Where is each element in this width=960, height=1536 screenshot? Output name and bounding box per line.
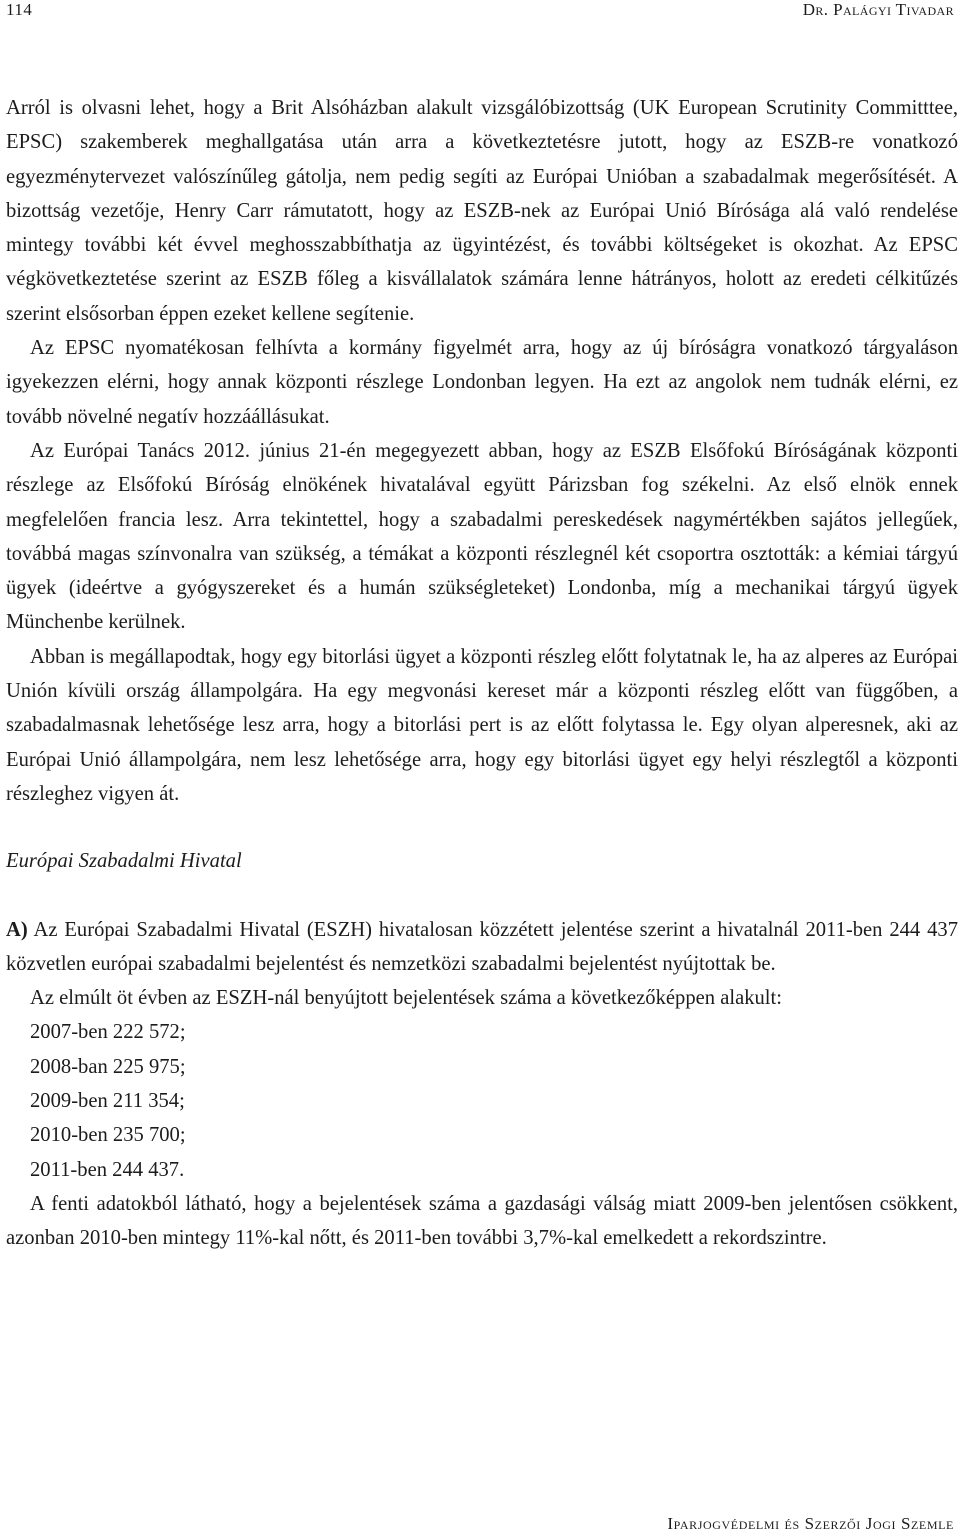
running-footer-journal: Iparjogvédelmi és Szerzői Jogi Szemle [667, 1514, 954, 1533]
article-body [6, 91, 958, 1256]
list-item: 2009-ben 211 354; [30, 1090, 185, 1113]
list-item: 2008-ban 225 975; [30, 1055, 186, 1078]
paragraph-eszh-report-text: Az Európai Szabadalmi Hivatal (ESZH) hivatalosan közzétett jelentése szerint a hivatalnál 2011-ben 244 437 közvetlen európai szabadalmi bejelentést és nemzetközi szabadalmi bejelentést nyújtottak be. [6, 918, 958, 975]
paragraph-european-council: Az Európai Tanács 2012. június 21-én megegyezett abban, hogy az ESZB Elsőfokú Bíróságának központi részlege az Elsőfokú Bíróság elnökének hivatalával együtt Párizsban fog székelni. Az első elnök ennek megfelelően francia lesz. Arra tekintettel, hogy a szabadalmi pereskedések nagymértékben sajátos jellegűek, továbbá magas színvonalra van szükség, a témákat a központi részlegnél két csoportra osztották: a kémiai tárgyú ügyek (ideértve a gyógyszereket és a humán szükségleteket) Londonba, míg a mechanikai tárgyú ügyek Münchenbe kerülnek. [6, 439, 958, 634]
paragraph-five-years-intro: Az elmúlt öt évben az ESZH-nál benyújtott bejelentések száma a következőképpen alakult: [30, 987, 782, 1010]
paragraph-epsc-request: Az EPSC nyomatékosan felhívta a kormány figyelmét arra, hogy az új bíróságra vonatkozó tárgyaláson igyekezzen elérni, hogy annak központi részlege Londonban legyen. Ha ezt az angolok nem tudnák elérni, ez tovább növelné negatív hozzáállásukat. [6, 337, 958, 428]
filings-list [6, 1015, 958, 1186]
list-item: 2011-ben 244 437. [30, 1158, 185, 1181]
running-header-author: Dr. Palágyi Tivadar [802, 0, 954, 19]
section-marker: A) [6, 918, 28, 941]
paragraph-eszh-report [6, 913, 958, 982]
page-number: 114 [6, 0, 33, 19]
list-item: 2010-ben 235 700; [30, 1124, 186, 1147]
paragraph-epsc-findings: Arról is olvasni lehet, hogy a Brit Alsóházban alakult vizsgálóbizottság (UK European Scrutinity Committtee, EPSC) szakemberek meghallgatása után arra a következtetésre jutott, hogy az ESZB-re vonatkozó egyezménytervezet valószínűleg gátolja, nem pedig segíti az Európai Unióban a szabadalmak megerősítését. A bizottság vezetője, Henry Carr rámutatott, hogy az ESZB-nek az Európai Unió Bírósága alá való rendelése mintegy további két évvel meghosszabbíthatja az ügyintézést, és további költségeket is okozhat. Az EPSC végkövetkeztetése szerint az ESZB főleg a kisvállalatok számára lenne hátrányos, holott az eredeti célkitűzés szerint elsősorban éppen ezeket kellene segítenie. [6, 97, 958, 325]
list-item: 2007-ben 222 572; [30, 1021, 186, 1044]
paragraph-infringement-cases: Abban is megállapodtak, hogy egy bitorlási ügyet a központi részleg előtt folytatnak le, ha az alperes az Európai Unión kívüli ország állampolgára. Ha egy megvonási kereset már a központi részleg előtt van függőben, a szabadalmasnak lehetősége lesz arra, hogy a bitorlási pert is az előtt folytassa le. Egy olyan alperesnek, aki az Európai Unió állampolgára, nem lesz lehetősége arra, hogy egy bitorlási ügyet egy helyi részlegtől a központi részleghez vigyen át. [6, 645, 958, 805]
paragraph-conclusion: A fenti adatokból látható, hogy a bejelentések száma a gazdasági válság miatt 2009-ben jelentősen csökkent, azonban 2010-ben mintegy 11%-kal nőtt, és 2011-ben további 3,7%-kal emelkedett a rekordszintre. [6, 1192, 958, 1250]
section-heading: Európai Szabadalmi Hivatal [6, 850, 242, 873]
